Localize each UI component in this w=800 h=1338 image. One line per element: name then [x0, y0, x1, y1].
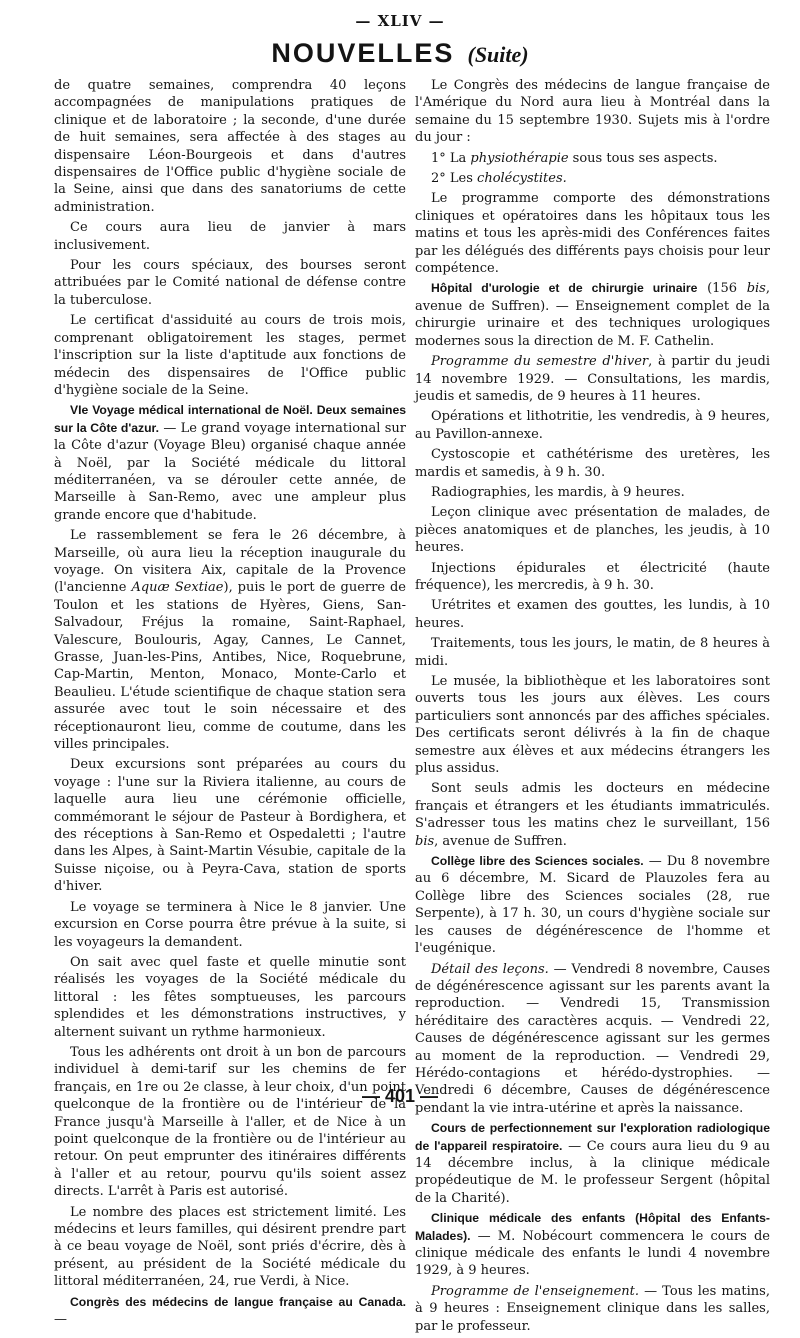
paragraph: [415, 1283, 770, 1335]
paragraph-text: Le rassemblement se fera le 26 décembre, à Marseille, où aura lieu la réception inaugurale du voyage. On visitera Aix, capitale de la Provence (l'ancienne: [54, 528, 406, 596]
left-column: [54, 77, 406, 1331]
paragraph: Tous les adhérents ont droit à un bon de parcours individuel à demi-tarif sur les chemins de fer français, en 1re ou 2e classe, à leur choix, d'un point quelconque de la frontière ou de l'intérieur de la France jusqu'à Marseille à l'aller, et de Nice à un point quelconque de la frontière ou de l'intérieur au retour. On peut emprunter des itinéraires différents à l'aller et au retour, pourvu qu'ils soient assez directs. L'arrêt à Paris est autorisé.: [54, 1044, 406, 1200]
paragraph-text: (156: [697, 281, 747, 297]
paragraph-text: — Tous les matins, à 9 heures : Enseignement clinique dans les salles, par le professeur.: [415, 1283, 770, 1334]
paragraph-text: , à partir du jeudi 14 novembre 1929. — Consultations, les mardis, jeudis et samedis, de 9 heures à 11 heures.: [415, 354, 770, 404]
italic-text: Aquæ Sextiae: [131, 580, 224, 596]
paragraph: [415, 280, 770, 350]
page-subtitle: (Suite): [467, 42, 529, 67]
section-heading: Clinique médicale des enfants (Hôpital des Enfants-Malades).: [415, 1211, 770, 1243]
paragraph: [54, 1294, 406, 1329]
paragraph-text: 1° La: [431, 150, 471, 166]
paragraph: Leçon clinique avec présentation de malades, de pièces anatomiques et de planches, les jeudis, à 10 heures.: [415, 505, 770, 556]
paragraph-text: — Du 8 novembre au 6 décembre, M. Sicard de Plauzoles fera au Collège libre des Sciences sociales (28, rue Serpente), à 17 h. 30, un cours d'hygiène sociale sur les causes de dégénérescence de l'homme et l'eugénique.: [415, 854, 770, 957]
section-heading: Congrès des médecins de langue française au Canada.: [70, 1294, 406, 1309]
italic-text: Détail des leçons.: [431, 961, 549, 977]
paragraph-text: 2° Les: [431, 171, 478, 187]
page-header: [0, 38, 800, 69]
paragraph: Opérations et lithotritie, les vendredis, à 9 heures, au Pavillon-annexe.: [415, 409, 770, 442]
right-column: [415, 77, 770, 1338]
paragraph: On sait avec quel faste et quelle minutie sont réalisés les voyages de la Société médicale du littoral : les fêtes somptueuses, les parcours splendides et les démonstrations instructives, y alternent suivant un rythme harmonieux.: [54, 954, 406, 1040]
paragraph: [54, 527, 406, 753]
paragraph: Le musée, la bibliothèque et les laboratoires sont ouverts tous les jours aux élèves. Les cours particuliers sont annoncés par des affiches spéciales. Des certificats seront délivrés à la fin de chaque semestre aux élèves et aux médecins étrangers les plus assidus.: [415, 674, 770, 777]
italic-text: physiothérapie: [470, 150, 569, 166]
paragraph: Le programme comporte des démonstrations cliniques et opératoires dans les hôpitaux tous les matins et tous les après-midi des Conférences faites par les délégués des différents pays choisis pour leur compétence.: [415, 191, 770, 277]
paragraph: Deux excursions sont préparées au cours du voyage : l'une sur la Riviera italienne, au cours de laquelle aura lieu une cérémonie officielle, commémorant le séjour de Pasteur à Bordighera, et des réceptions à San-Remo et Ospedaletti ; l'autre dans les Alpes, à Saint-Martin Vésubie, capitale de la Suisse niçoise, ou à Peyra-Cava, station de sports d'hiver.: [54, 757, 406, 895]
italic-text: bis: [746, 281, 766, 297]
paragraph: [415, 1120, 770, 1207]
section-heading: Collège libre des Sciences sociales.: [431, 854, 644, 869]
paragraph: Traitements, tous les jours, le matin, de 8 heures à midi.: [415, 636, 770, 669]
italic-text: Programme de l'enseignement.: [431, 1283, 640, 1299]
paragraph-text: sous tous ses aspects.: [568, 150, 718, 166]
paragraph: [54, 402, 406, 524]
paragraph-text: — Le grand voyage international sur la Côte d'azur (Voyage Bleu) organisé chaque année à Noël, par la Société médicale du littoral méditerranéen, va se dérouler cette année, de Marseille à San-Remo, avec une ampleur plus grande encore que d'habitude.: [54, 420, 406, 523]
paragraph: Le Congrès des médecins de langue française de l'Amérique du Nord aura lieu à Montréal dans la semaine du 15 septembre 1930. Sujets mis à l'ordre du jour :: [415, 78, 770, 146]
section-heading: VIe Voyage médical international de Noël. Deux semaines sur la Côte d'azur.: [54, 403, 406, 435]
italic-text: bis: [415, 833, 435, 849]
paragraph: Urétrites et examen des gouttes, les lundis, à 10 heures.: [415, 598, 770, 631]
paragraph-text: , avenue de Suffren). — Enseignement complet de la chirurgie urinaire et des techniques urologiques modernes sous la direction de M. F. Cathelin.: [415, 281, 770, 349]
paragraph: Radiographies, les mardis, à 9 heures.: [431, 484, 685, 500]
paragraph: de quatre semaines, comprendra 40 leçons accompagnées de manipulations pratiques de clinique et de laboratoire ; la seconde, d'une durée de huit semaines, sera affectée à des stages au dispensaire Léon-Bourgeois et dans d'autres dispensaires de l'Office public d'hygiène sociale de la Seine, ainsi que dans des sanatoriums de cette administration.: [54, 78, 406, 215]
paragraph: Le nombre des places est strictement limité. Les médecins et leurs familles, qui désirent prendre part à ce beau voyage de Noël, sont priés d'écrire, dès à présent, au président de la Société médicale du littoral méditerranéen, 24, rue Verdi, à Nice.: [54, 1204, 406, 1290]
paragraph: Le voyage se terminera à Nice le 8 janvier. Une excursion en Corse pourra être prévue à la suite, si les voyageurs la demandent.: [54, 899, 406, 950]
paragraph: [415, 353, 770, 405]
paragraph-text: — Vendredi 8 novembre, Causes de dégénérescence agissant sur les parents avant la reproduction. — Vendredi 15, Transmission héréditaire des caractères acquis. — Vendredi 22, Causes de dégénérescence agissant sur les germes au moment de la reproduction. — Vendredi 29, Hérédo-contagions et hérédo-dystrophies. — Vendredi 6 décembre, Causes de dégénérescence pendant la vie intra-utérine et après la naissance.: [415, 961, 770, 1116]
paragraph-text: — Ce cours aura lieu du 9 au 14 décembre inclus, à la clinique médicale propédeutique de M. le professeur Sergent (hôpital de la Charité).: [415, 1138, 771, 1206]
roman-page-number: — XLIV —: [355, 12, 445, 30]
paragraph: Ce cours aura lieu de janvier à mars inclusivement.: [54, 220, 406, 253]
paragraph: Injections épidurales et électricité (haute fréquence), les mercredis, à 9 h. 30.: [415, 560, 770, 593]
section-heading: Hôpital d'urologie et de chirurgie urinaire: [431, 281, 698, 296]
paragraph: Le certificat d'assiduité au cours de trois mois, comprenant obligatoirement les stages, permet l'inscription sur la liste d'aptitude aux fonctions de médecin des dispensaires de l'Office public d'hygiène sociale de la Seine.: [54, 313, 406, 398]
paragraph: Cystoscopie et cathétérisme des uretères, les mardis et samedis, à 9 h. 30.: [415, 447, 770, 480]
paragraph-text: —: [54, 1312, 67, 1328]
page-title: NOUVELLES: [271, 38, 455, 68]
paragraph: [415, 170, 770, 187]
italic-text: Programme du semestre d'hiver: [431, 354, 649, 370]
italic-text: cholécystites.: [477, 171, 567, 187]
section-heading: Cours de perfectionnement sur l'exploration radiologique de l'appareil respiratoire.: [415, 1121, 770, 1153]
paragraph-text: — M. Nobécourt commencera le cours de clinique médicale des enfants le lundi 4 novembre 1929, à 9 heures.: [415, 1228, 770, 1279]
paragraph-text: ), puis le port de guerre de Toulon et les stations de Hyères, Giens, San-Salvadour, Fréjus la romaine, Saint-Raphael, Valescure, Boulouris, Agay, Cannes, Le Cannet, Grasse, Juan-les-Pins, Antibes, Nice, Roquebrune, Cap-Martin, Menton, Monaco, Monte-Carlo et Beaulieu. L'étude scientifique de chaque station sera assurée avec tout le soin nécessaire et des réceptionauront lieu, comme de coutume, dans les villes principales.: [54, 580, 406, 753]
paragraph-text: Sont seuls admis les docteurs en médecine français et étrangers et les étudiants immatriculés. S'adresser tous les matins chez le surveillant, 156: [415, 781, 770, 832]
paragraph: [415, 150, 770, 167]
paragraph-text: , avenue de Suffren.: [434, 833, 567, 849]
paragraph: Pour les cours spéciaux, des bourses seront attribuées par le Comité national de défense contre la tuberculose.: [54, 258, 406, 308]
page-number: — 401 —: [361, 1086, 439, 1106]
paragraph: [415, 853, 770, 957]
paragraph: [415, 780, 770, 850]
paragraph: [415, 1210, 770, 1280]
